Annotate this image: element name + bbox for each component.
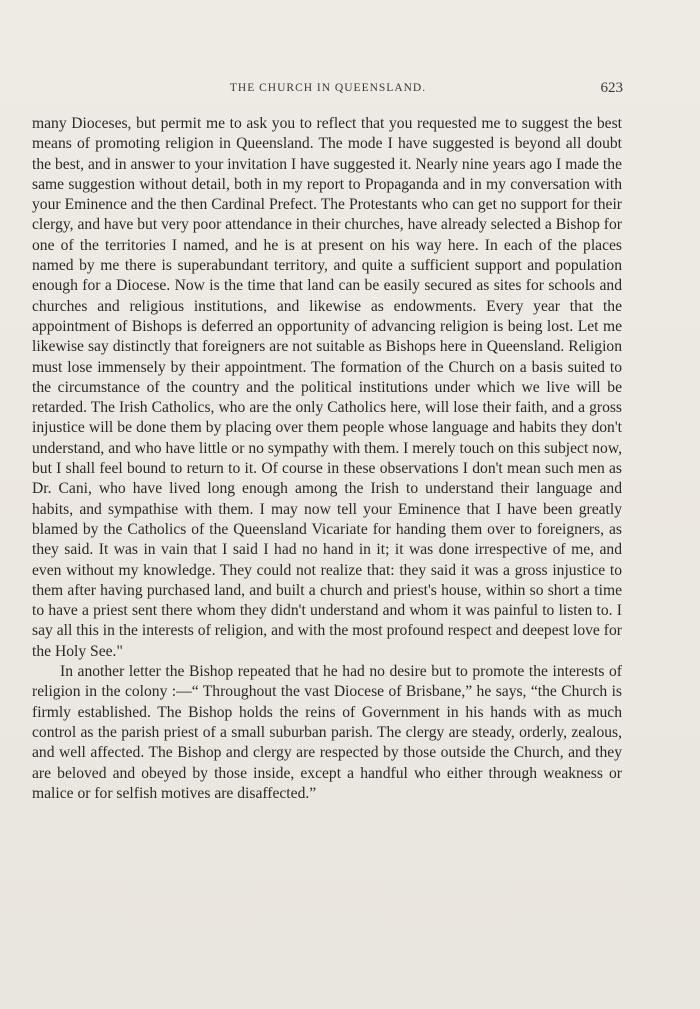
paragraph-2: In another letter the Bishop repeated that he had no desire but to promote the interests of religion in the colony :—“ Throughout the vast Diocese of Brisbane,” he says, “the Church is firmly established. The Bishop holds the reins of Government in his hands with as much control as the parish priest of a small suburban parish. The clergy are steady, orderly, zealous, and well affected. The Bishop and clergy are respected by those outside the Church, and they are beloved and obeyed by those inside, except a handful who either through weakness or malice or for selfish motives are disaffected.”: [32, 663, 622, 802]
body-text: [32, 114, 622, 804]
page-header: [33, 82, 623, 102]
paragraph-1: many Dioceses, but permit me to ask you to reflect that you requested me to suggest the best means of promoting religion in Queensland. The mode I have suggested is beyond all doubt the best, and in answer to your invitation I have suggested it. Nearly nine years ago I made the same suggestion without detail, both in my report to Propaganda and in my conversation with your Eminence and the then Cardinal Prefect. The Protestants who can get no support for their clergy, and have but very poor attendance in their churches, have already selected a Bishop for one of the territories I named, and he is at present on his way here. In each of the places named by me there is superabundant territory, and quite a sufficient support and population enough for a Diocese. Now is the time that land can be easily secured as sites for schools and churches and religious institutions, and likewise as endowments. Every year that the appointment of Bishops is deferred an opportunity of advancing religion is being lost. Let me likewise say distinctly that foreigners are not suitable as Bishops here in Queensland. Religion must lose immensely by their appointment. The formation of the Church on a basis suited to the circumstance of the country and the political institutions under which we live will be retarded. The Irish Catholics, who are the only Catholics here, will lose their faith, and a gross injustice will be done them by placing over them people whose language and habits they don't understand, and who have little or no sympathy with them. I merely touch on this subject now, but I shall feel bound to return to it. Of course in these observations I don't mean such men as Dr. Cani, who have lived long enough among the Irish to understand their language and habits, and sympathise with them. I may now tell your Eminence that I have been greatly blamed by the Catholics of the Queensland Vicariate for handing them over to foreigners, as they said. It was in vain that I said I had no hand in it; it was done irrespective of me, and even without my knowledge. They could not realize that: they said it was a gross injustice to them after having purchased land, and built a church and priest's house, within so short a time to have a priest sent there whom they didn't understand and whom it was painful to listen to. I say all this in the interests of religion, and with the most profound respect and deepest love for the Holy See.": [32, 115, 622, 660]
page-number: 623: [600, 80, 623, 96]
running-title: THE CHURCH IN QUEENSLAND.: [229, 82, 427, 94]
